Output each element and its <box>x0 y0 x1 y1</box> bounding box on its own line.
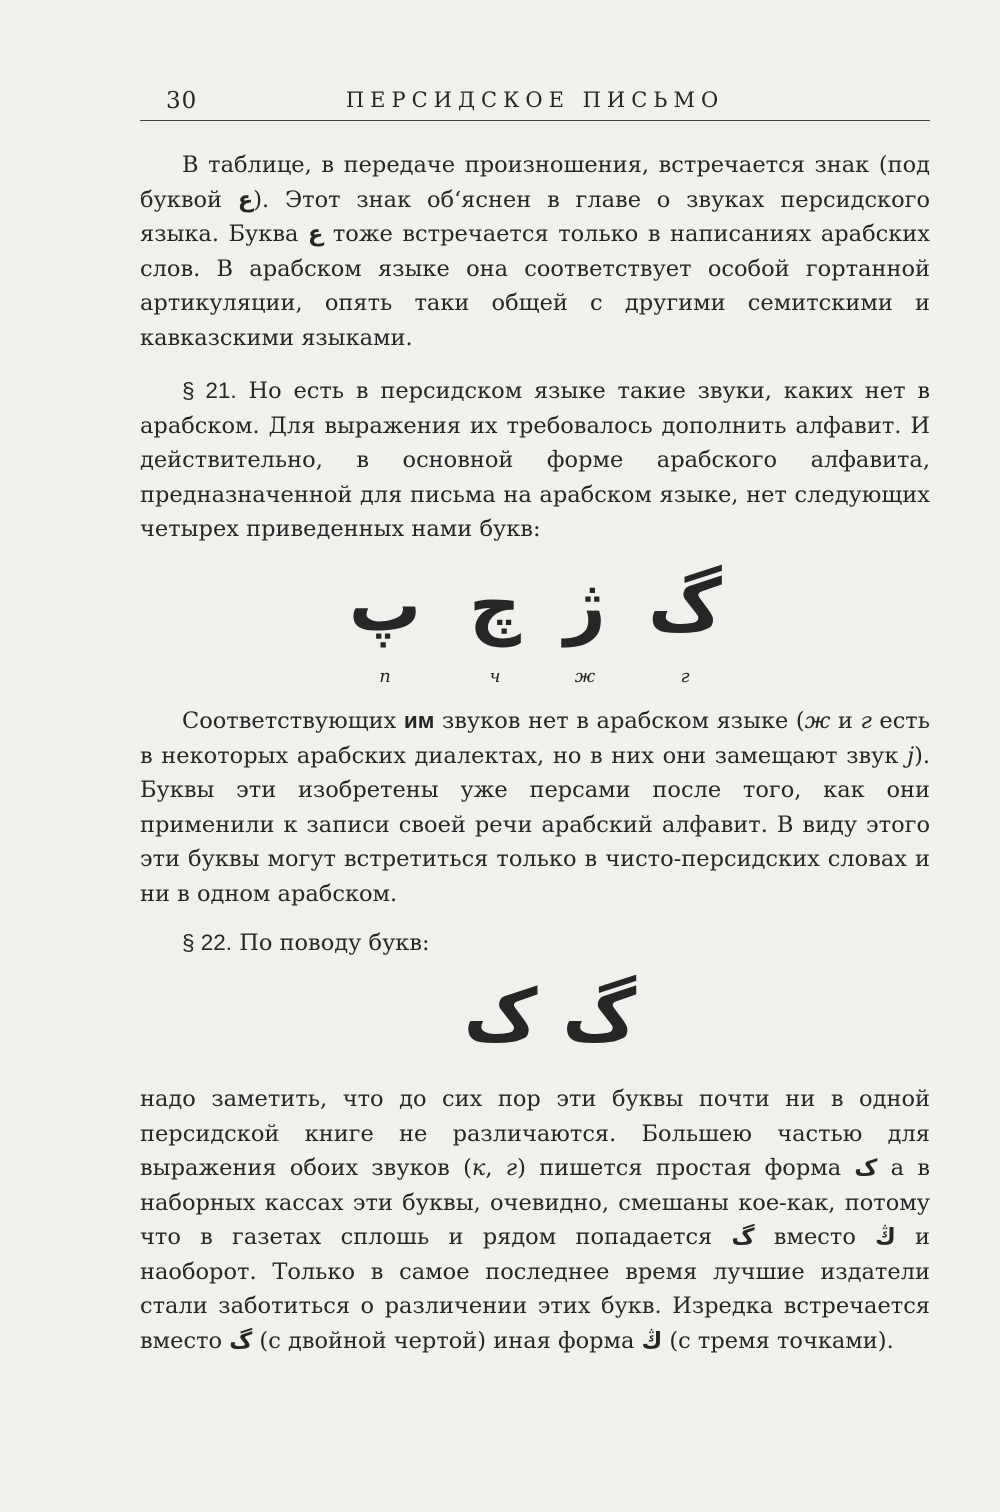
letter-pe-glyph: پ <box>348 563 422 647</box>
para1-text-2: ). Этот знак об‘яснен в главе о звуках персидского языка. Буква <box>140 186 930 247</box>
letter-che <box>450 560 540 690</box>
para5-arabic-kaf-three-dots: ڭ <box>641 1327 663 1354</box>
para3-text-3: и <box>830 708 861 734</box>
gaf-kaf-letters: گ ک <box>463 973 637 1057</box>
para1-text-1: В таблице, в передаче произношения, встречается знак (под буквой <box>140 152 930 213</box>
para5-arabic-kaf-dot: ڭ <box>875 1224 896 1250</box>
para1-text-3: тоже встречается только в написаниях арабских слов. В арабском языке она соответствует особой гортанной артикуляции, опять таки общей с другими семитскими и кавказскими языками. <box>140 221 930 351</box>
para1-arabic-ain-1: ع <box>237 186 254 213</box>
para5-arabic-gaf-2: گ <box>229 1327 253 1354</box>
para5-arabic-gaf-1: گ <box>731 1224 755 1250</box>
letter-pe-translit: п <box>379 666 391 687</box>
para5-text-4: а в наборных кассах эти буквы, очевидно, смешаны кое-как, потому что в газетах сплошь и рядом попадается <box>140 1155 931 1250</box>
paragraph-2 <box>140 374 930 547</box>
para5-text-6: и наоборот. Только в самое последнее время лучшие издатели стали заботиться о различении этих букв. Изредка встречается вместо <box>140 1224 930 1354</box>
section-22-label: § 22. <box>182 930 233 955</box>
para5-text-2: , <box>485 1155 506 1181</box>
page-number: 30 <box>166 88 198 114</box>
persian-letters-row <box>340 560 750 690</box>
para5-text-8: (с тремя точками). <box>662 1327 894 1354</box>
para3-italic-j: j <box>907 742 915 769</box>
para3-text-5: ). Буквы эти изобретены уже персами после того, как они применили к записи своей речи арабский алфавит. В виду этого эти буквы могут встретиться только в чисто-персидских словах и ни в одном арабском. <box>140 742 930 907</box>
para3-text-1: Соответствующих <box>182 708 404 734</box>
para5-italic-k: к <box>471 1155 486 1181</box>
page-header <box>140 84 930 124</box>
letter-che-translit: ч <box>489 666 501 687</box>
para3-italic-zh: ж <box>804 708 831 734</box>
running-title: ПЕРСИДСКОЕ ПИСЬМО <box>345 88 725 112</box>
para5-arabic-kaf: ک <box>854 1155 878 1181</box>
paragraph-3 <box>140 704 930 911</box>
letter-pe <box>340 560 430 690</box>
paragraph-1 <box>140 148 930 355</box>
para5-text-5: вместо <box>754 1224 876 1250</box>
para2-text: Но есть в персидском языке такие звуки, каких нет в арабском. Для выражения их требовалось дополнить алфавит. И действительно, в основной форме арабского алфавита, предназначенной для письма на арабском языке, нет следующих четырех приведенных нами букв: <box>140 378 930 542</box>
para3-bold-word: им <box>403 708 435 733</box>
para1-arabic-ain-2: ع <box>307 221 324 247</box>
para4-text: По поводу букв: <box>232 930 430 956</box>
section-22-marker <box>182 930 232 955</box>
paragraph-4 <box>140 926 930 961</box>
para5-text-7: (с двойной чертой) иная форма <box>252 1327 642 1354</box>
letter-zhe-translit: ж <box>574 666 596 687</box>
letter-gaf-glyph: گ <box>648 563 722 647</box>
paragraph-5 <box>140 1082 930 1358</box>
section-21-marker <box>182 378 237 403</box>
para5-text-1: надо заметить, что до сих пор эти буквы почти ни в одной персидской книге не различаются. Большею частью для выражения обоих звуков ( <box>140 1086 930 1181</box>
para3-text-2: звуков нет в арабском языке ( <box>434 708 805 734</box>
letter-zhe <box>540 560 630 690</box>
letter-che-glyph: چ <box>469 563 521 647</box>
letter-zhe-glyph: ژ <box>564 563 606 647</box>
letter-gaf-translit: г <box>680 666 690 687</box>
para5-italic-g: г <box>505 1155 518 1181</box>
header-rule <box>140 120 930 121</box>
letter-gaf <box>640 560 730 690</box>
para3-italic-g: г <box>860 708 872 734</box>
para3-text-4: есть в некоторых арабских диалектах, но в них они замещают звук <box>140 708 930 769</box>
section-21-label: § 21. <box>182 378 237 403</box>
para5-text-3: ) пишется простая форма <box>517 1155 855 1181</box>
